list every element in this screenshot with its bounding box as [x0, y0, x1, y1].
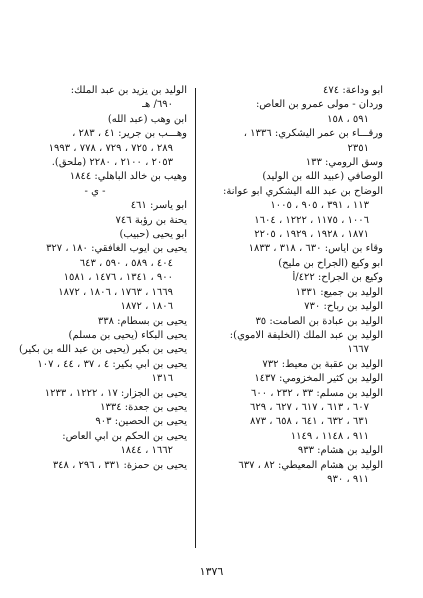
index-entry: الوضاح بن عبد الله اليشكري ابو عوانة: — [223, 185, 383, 197]
index-entry-continuation: ١٨٠٦ ، ١٨٧٢ — [120, 301, 173, 313]
index-entry: الوليد بن عبد الملك (الخليفة الاموي): — [229, 329, 383, 341]
index-entry-continuation: ٦٠٧ ، ٦١٣ ، ٦١٧ ، ٦٢٧ ، ٦٢٩ — [250, 401, 369, 413]
index-entry-continuation: ٦٣١ ، ٦٣٢ ، ٦٤١ ، ٦٥٨ ، ٨٧٣ — [250, 416, 369, 428]
page-number: ١٣٧٦ — [199, 565, 224, 578]
index-entry-continuation: ٤٠٤ ، ٥٨٩ ، ٥٩٠ ، ٦٤٣ — [79, 257, 173, 269]
index-entry-continuation: ١٨٧١ ، ١٩٢٨ ، ١٩٢٩ ، ٢٢٠٥ — [254, 229, 369, 241]
index-entry: الوصافي (عبيد الله بن الوليد) — [262, 171, 383, 183]
index-column-right — [199, 84, 383, 487]
index-entry: ابو يحيى (حبيب) — [119, 229, 187, 241]
index-entry: وهيب بن خالد الباهلي: ١٨٤٤ — [69, 171, 187, 183]
index-entry-continuation: ١٠٠٦ ، ١١٧٥ ، ١٢٢٢ ، ١٦٠٤ — [254, 214, 369, 226]
index-entry-continuation: ٥٩١ ، ١٥٨ — [327, 113, 369, 125]
index-entry: وكيع بن الجراح: ٤٢٢/أ — [292, 272, 383, 284]
index-entry: يحيى بن بسطام: ٣٣٨ — [97, 315, 187, 327]
index-entry: يحيى بن الحكم بن ابي العاص: — [62, 430, 187, 442]
index-entry-continuation: ٢٨٩ ، ٧٢٥ ، ٧٢٩ ، ٧٧٨ ، ١٩٩٣ — [48, 142, 173, 154]
index-entry-continuation: ٩١١ ، ١١٤٨ ، ١١٤٩ — [290, 430, 369, 442]
index-entry: - ي - — [84, 185, 106, 197]
index-entry: الوليد بن جميع: ١٣٣١ — [295, 286, 383, 298]
index-entry: الوليد بن يزيد بن عبد الملك: — [70, 85, 187, 96]
index-entry: الوليد بن كثير المخزومي: ١٤٣٧ — [254, 373, 383, 385]
index-entry: الوليد بن عبادة بن الصامت: ٣٥ — [255, 315, 383, 327]
index-entry: الوليد بن رباح: ٧٣٠ — [304, 301, 383, 313]
index-entry: وسق الرومي: ١٣٣ — [305, 157, 383, 169]
index-entry-continuation: ١٦٦٧ — [347, 344, 369, 356]
index-entry: يحيى بن جعدة: ١٣٣٤ — [100, 401, 187, 413]
index-entry: يحيى بن بكير (يحيى بن عبد الله بن بكير) — [18, 344, 187, 356]
index-entry-continuation: ٩١١ ، ٩٣٠ — [327, 473, 369, 485]
index-entry: ابو وداعة: ٤٧٤ — [323, 85, 383, 96]
index-entry: الوليد بن هشام المعيطي: ٨٢ ، ٦٣٧ — [238, 459, 383, 471]
index-column-left — [3, 84, 187, 473]
index-entry: وقاء بن اياس: ٦٣٠ ، ٣١٨ ، ١٨٣٣ — [248, 243, 383, 255]
column-divider — [195, 88, 196, 548]
index-entry: يحيى بن الجزار: ١٧ ، ١٢٢٢ ، ١٢٣٣ — [44, 387, 187, 399]
index-entry: وهـــب بن جرير: ٤١ ، ٢٨٣ ، — [72, 128, 187, 140]
index-entry-continuation: ١٦٦٢ ، ١٨٤٤ — [120, 445, 173, 457]
index-entry: يحيى بن الحصين: ٩٠٣ — [95, 416, 187, 428]
index-entry-continuation: ٢٠٥٣ ، ٢١٠٠ ، ٢٢٨٠ (ملحق). — [51, 157, 173, 169]
index-entry: الوليد بن عقبة بن معيط: ٧٣٢ — [262, 358, 383, 370]
index-entry: يحيى بن ايوب الغافقي: ١٨٠ ، ٣٢٧ — [46, 243, 187, 255]
index-entry: الوليد بن مسلم: ٣٣ ، ٢٣٢ ، ٦٠٠ — [250, 387, 383, 399]
index-entry: يحيى البكاء (يحيى بن مسلم) — [68, 329, 187, 341]
index-entry-continuation: ٦٩٠/ هـ — [142, 99, 173, 111]
index-entry: وردان - مولى عمرو بن العاص: — [255, 99, 383, 111]
index-entry-continuation: ٩٠٠ ، ١٣٤١ ، ١٤٧٦ ، ١٥٨١ — [63, 272, 173, 284]
index-entry-continuation: ١١٣ ، ٣٩١ ، ٩٠٥ ، ١٠٠٥ — [270, 200, 369, 212]
index-entry: يحيى بن ابي بكير: ٤ ، ٣٧ ، ٤٤ ، ١٠٧ — [37, 358, 187, 370]
index-entry: ابو ياسر: ٤٦١ — [130, 200, 187, 212]
index-entry: ورقـــاء بن عمر اليشكري: ١٣٣٦ ، — [243, 128, 383, 140]
index-entry: يحنة بن رؤبة ٧٤٦ — [115, 214, 187, 226]
index-entry-continuation: ٢٣٥١ — [347, 142, 369, 154]
index-entry: يحيى بن حمزة: ٣٣١ ، ٢٩٦ ، ٣٤٨ — [52, 459, 187, 471]
index-entry: ابو وكيع (الجراح بن مليح) — [278, 257, 383, 269]
index-entry-continuation: ١٣١٦ — [151, 373, 173, 385]
index-entry: الوليد بن هشام: ٩٣٣ — [297, 445, 383, 457]
index-entry-continuation: ١٦٦٩ ، ١٧٦٣ ، ١٨٠٦ ، ١٨٧٢ — [58, 286, 173, 298]
index-entry: ابن وهب (عبد الله) — [107, 113, 187, 125]
